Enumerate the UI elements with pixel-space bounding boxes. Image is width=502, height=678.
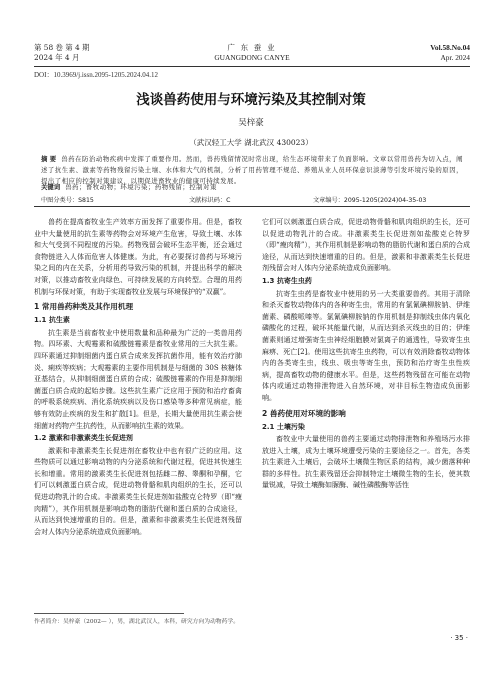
issue-date-line: 2024 年 4 月: [34, 53, 80, 62]
body-column-right: [262, 217, 470, 492]
header-divider: [34, 66, 470, 67]
journal-name: [34, 43, 470, 63]
article-title: 浅谈兽药使用与环境污染及其控制对策: [136, 92, 366, 108]
footnote-divider: [34, 613, 184, 614]
clc-number: 中图分类号：S815: [41, 197, 94, 204]
classification-meta: [41, 195, 463, 206]
hormones-paragraph-continued: 它们可以刺激蛋白质合成，促进动物骨骼和肌肉组织的生长，还可以促进动物乳汁的合成。非激素类生长促进剂如盐酸克仑特罗（即“瘦肉精”），其作用机制是影响动物的脂肪代谢和蛋白质的合成途径，从而达到快速增重的目的。但是，激素和非激素类生长促进剂残留会对人体内分泌系统造成负面影响。: [262, 218, 470, 273]
soil-pollution-paragraph: 畜牧业中大量使用的兽药主要通过动物排泄物和养殖场污水排放进入土壤，成为土壤环境遭受污染的主要途径之一。首先，各类抗生素进入土壤后，会破坏土壤微生物区系的结构，减少菌落种种群的多样性。抗生素残留还会抑制特定土壤微生物的生长，使其数量锐减，导致土壤酶如脲酶、碱性磷酸酶等活性: [262, 435, 470, 490]
antiparasitic-paragraph: 抗寄生虫药是畜牧业中使用的另一大类重要兽药。其用于清除和杀灭畜牧动物体内的各种寄生虫，常用的有氯氰碘柳胺钠、伊维菌素、磷酸哌嗪等。氯氰碘柳胺钠的作用机制是抑制线虫体内氧化磷酸化的过程，破坏其能量代谢，从而达到杀灭线虫的目的；伊维菌素则通过增强寄生虫神经细胞膜对氯离子的通透性，导致寄生虫麻痹、死亡[2]。使用这些抗寄生虫药物，可以有效消除畜牧动物体内的各类寄生虫，线虫、吸虫等寄生虫，预防和治疗寄生虫性疾病，提高畜牧动物的健康水平。但是，这些药物残留在可能在动物体内或通过动物排泄物进入自然环境，对非目标生物造成负面影响。: [262, 289, 470, 402]
subsection-heading-2-1: 2.1 土壤污染: [262, 422, 305, 431]
affiliation: （武汉轻工大学 湖北武汉 430023）: [189, 138, 313, 147]
page-number: · 35 ·: [450, 634, 468, 642]
document-code: 文献标识码：C: [189, 197, 231, 204]
section-heading-1: 1 常用兽药种类及其作用机理: [34, 302, 134, 312]
body-column-left: [34, 217, 242, 536]
journal-name-en: GUANGDONG CANYE: [214, 53, 290, 62]
doi[interactable]: DOI：10.3969/j.issn.2095-1205.2024.04.12: [34, 71, 159, 79]
journal-header: [34, 43, 470, 65]
keywords-label: 关键词: [41, 183, 61, 191]
volume-issue-line: 第 58 卷 第 4 期: [34, 43, 90, 52]
subsection-heading-1-2: 1.2 激素和非激素类生长促进剂: [34, 434, 133, 443]
antibiotics-paragraph: 抗生素是当前畜牧业中使用数量和品种最为广泛的一类兽用药物。四环素、大观霉素和硫酸链霉素是畜牧业常用的三大抗生素。四环素通过抑制细菌内蛋白质合成来发挥抗菌作用，能有效治疗肺炎、痢疾等疾病；大观霉素的主要作用机制是与细菌的 30S 核糖体亚基结合，从抑制细菌蛋白质的合成；硫酸链霉素的作用是抑制细菌蛋白质合成的起始步骤。这些抗生素广泛应用于预防和治疗畜禽的呼吸系统疾病、消化系统疾病以及伤口感染等多种常见病症，能够有效防止疾病的发生和扩散[1]。但是，长期大量使用抗生素会使细菌对药物产生抗药性，从而影响抗生素的效果。: [34, 328, 242, 430]
abstract-text: 兽药在防治动物疾病中发挥了重要作用。然而，兽药残留情况时常出现，给生态环境带来了负面影响。文章以常用兽药为切入点，阐述了抗生素、激素等药物残留污染土壤、水体和大气的机制，分析了用药管理不规范、养殖从业人员环保意识淡薄等引发环境污染的原因，提出了相应的控制对策建议，以期促进畜牧业的健康可持续发展。: [41, 155, 463, 185]
intro-paragraph: 兽药在提高畜牧业生产效率方面发挥了重要作用。但是，畜牧业中大量使用的抗生素等药物会对环境产生危害，导致土壤、水体和大气受到不同程度的污染。药物残留会破坏生态平衡，还会通过食物链进入人体而危害人体健康。为此，有必要探讨兽药与环境污染之间的内在关系，分析用药导致污染的机制，并提出科学的解决对策，以推动畜牧业向绿色、可持续发展的方向转型。合理的用药机制与环保对策，有助于实现畜牧业发展与环境保护的“双赢”。: [34, 218, 242, 296]
volume-info-en: [430, 43, 470, 63]
date-en-line: Apr. 2024: [440, 53, 470, 62]
article-number: 文章编号：2095-1205(2024)04-35-03: [313, 197, 427, 204]
hormones-paragraph: 激素和非激素类生长促进剂在畜牧业中也有很广泛的应用。这些物质可以通过影响动物的内分泌系统和代谢过程，促进其快速生长和增重。常用的激素类生长促进剂包括雌二醇、睾酮和孕酮，它们可以刺激蛋白质合成，促进动物骨骼和肌肉组织的生长，还可以促进动物乳汁的合成。非激素类生长促进剂如盐酸克仑特罗（即“瘦肉精”），其作用机制是影响动物的脂肪代谢和蛋白质的合成途径，从而达到快速增重的目的。但是，激素和非激素类生长促进剂残留会对人体内分泌系统造成负面影响。: [34, 446, 242, 536]
meta-divider: [34, 206, 470, 207]
keywords-text: 兽药；畜牧动物；环境污染；药物残留；控制对策: [65, 183, 217, 191]
subsection-heading-1-3: 1.3 抗寄生虫药: [262, 276, 312, 285]
author-footnote: 作者简介：吴梓豪（2002— ），男，湖北武汉人，本科，研究方向为动物药学。: [34, 619, 239, 625]
abstract-label: 摘 要: [41, 155, 57, 163]
journal-name-cn: 广 东 蚕 业: [227, 43, 277, 52]
volume-en-line: Vol.58.No.04: [430, 43, 470, 52]
subsection-heading-1-1: 1.1 抗生素: [34, 316, 70, 325]
section-heading-2: 2 兽药使用对环境的影响: [262, 408, 346, 418]
author: 吴梓豪: [238, 118, 264, 128]
keywords: [41, 182, 463, 193]
